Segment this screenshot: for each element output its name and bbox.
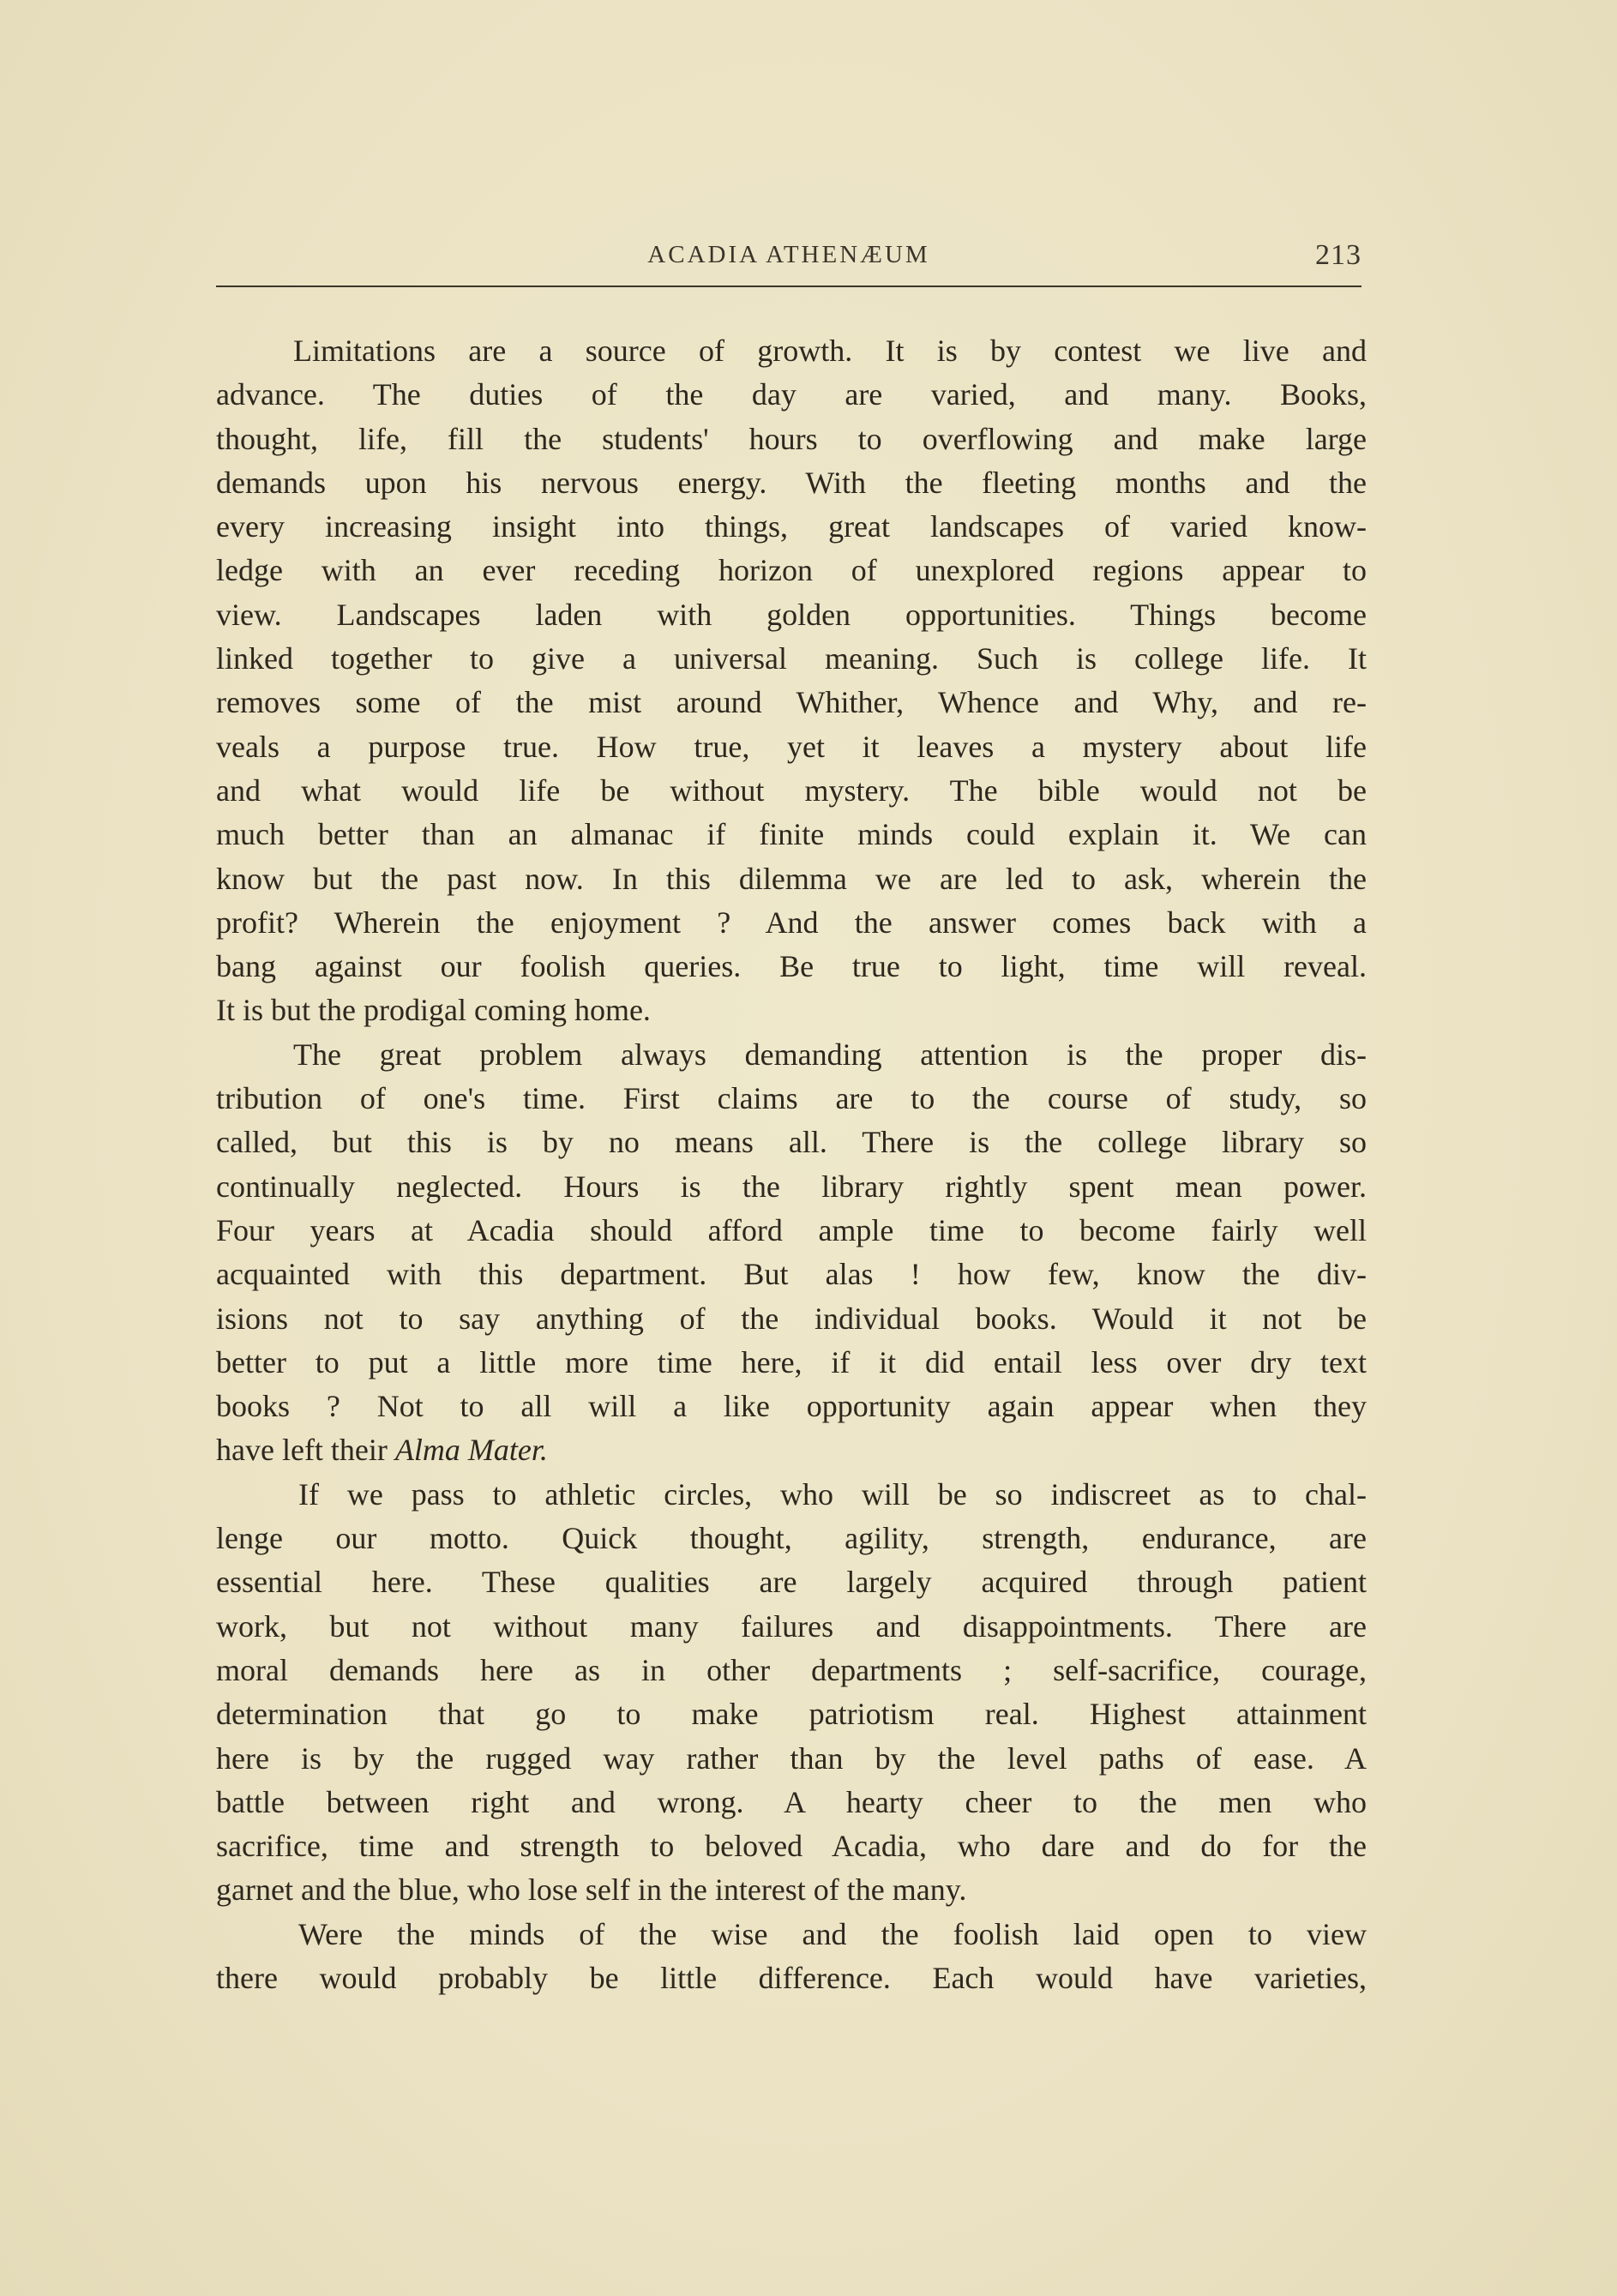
text-line: battle between right and wrong. A hearty cheer to the men who (216, 1784, 1367, 1819)
text-line: called, but this is by no means all. There is the college library so (216, 1125, 1367, 1160)
text-line: acquainted with this department. But alas ! how few, know the div- (216, 1257, 1367, 1292)
text-line: bang against our foolish queries. Be true to light, time will reveal. (216, 949, 1367, 984)
text-line: there would probably be little difference. Each would have varieties, (216, 1960, 1367, 1995)
text-line: essential here. These qualities are largely acquired through patient (216, 1565, 1367, 1600)
text-line: The great problem always demanding attention is the proper dis- (293, 1037, 1367, 1072)
text-line: ledge with an ever receding horizon of unexplored regions appear to (216, 553, 1367, 588)
text-line: know but the past now. In this dilemma we are led to ask, wherein the (216, 861, 1367, 896)
text-line: garnet and the blue, who lose self in the interest of the many. (216, 1872, 967, 1908)
text-line: tribution of one's time. First claims are to the course of study, so (216, 1081, 1367, 1116)
text-line: books ? Not to all will a like opportunity again appear when they (216, 1389, 1367, 1424)
paragraph-1 (216, 329, 1367, 1033)
header-rule (216, 285, 1362, 287)
text-line: lenge our motto. Quick thought, agility, strength, endurance, are (216, 1521, 1367, 1556)
text-line: veals a purpose true. How true, yet it leaves a mystery about life (216, 729, 1367, 764)
paragraph-4 (216, 1913, 1367, 2001)
text-line-with-italic (216, 1428, 1367, 1472)
text-line: It is but the prodigal coming home. (216, 993, 651, 1028)
page-number: 213 (1315, 239, 1362, 271)
text-line: and what would life be without mystery. The bible would not be (216, 772, 1367, 808)
text-line: sacrifice, time and strength to beloved Acadia, who dare and do for the (216, 1829, 1367, 1864)
text-line: better to put a little more time here, if it did entail less over dry text (216, 1344, 1367, 1379)
italic-title: Alma Mater. (394, 1433, 548, 1468)
paragraph-3 (216, 1473, 1367, 1913)
text-line: every increasing insight into things, great landscapes of varied know- (216, 509, 1367, 544)
text-line: Limitations are a source of growth. It is by contest we live and (293, 334, 1367, 368)
text-line: much better than an almanac if finite minds could explain it. We can (216, 817, 1367, 852)
text-line: demands upon his nervous energy. With the fleeting months and the (216, 465, 1367, 500)
text-line: work, but not without many failures and disappointments. There are (216, 1608, 1367, 1644)
text-line: here is by the rugged way rather than by the level paths of ease. A (216, 1740, 1367, 1776)
text-line: thought, life, fill the students' hours to overflowing and make large (216, 421, 1367, 456)
paragraph-2 (216, 1033, 1367, 1473)
running-title: ACADIA ATHENÆUM (647, 241, 930, 268)
text-line: removes some of the mist around Whither, Whence and Why, and re- (216, 685, 1367, 720)
text-line: advance. The duties of the day are varied, and many. Books, (216, 377, 1367, 412)
text-line: continually neglected. Hours is the library rightly spent mean power. (216, 1169, 1367, 1204)
page-header (216, 241, 1362, 284)
text-line: linked together to give a universal meaning. Such is college life. It (216, 641, 1367, 676)
body-text (216, 329, 1367, 2000)
text-line: isions not to say anything of the individual books. Would it not be (216, 1301, 1367, 1336)
text-line: Were the minds of the wise and the foolish laid open to view (298, 1916, 1367, 1951)
text-line: profit? Wherein the enjoyment ? And the answer comes back with a (216, 905, 1367, 940)
text-line: Four years at Acadia should afford ample time to become fairly well (216, 1212, 1367, 1247)
text-line: view. Landscapes laden with golden opportunities. Things become (216, 597, 1367, 632)
text-line: moral demands here as in other departments ; self-sacrifice, courage, (216, 1652, 1367, 1687)
text-line: If we pass to athletic circles, who will be so indiscreet as to chal- (298, 1476, 1367, 1512)
text-line: determination that go to make patriotism real. Highest attainment (216, 1697, 1367, 1732)
text-fragment: have left their (216, 1433, 388, 1468)
